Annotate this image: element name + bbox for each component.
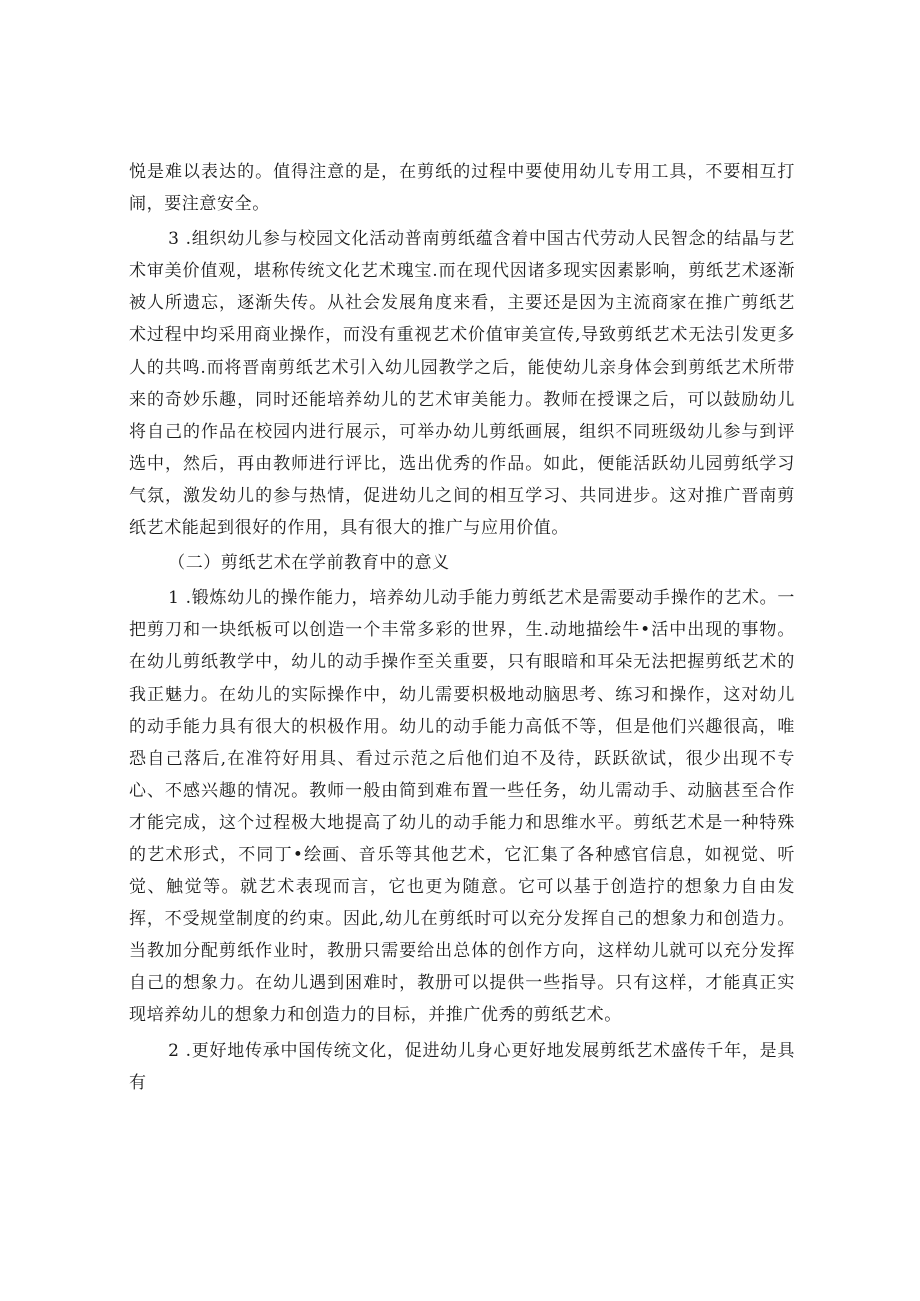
document-page (129, 156, 795, 1102)
paragraph-continuation: 悦是难以表达的。值得注意的是，在剪纸的过程中要使用幼儿专用工具，不要相互打闹，要注意安全。 (129, 162, 795, 215)
paragraph-hands-on-ability: 1 .锻炼幼儿的操作能力，培养幼儿动手能力剪纸艺术是需要动手操作的艺术。一把剪刀和一块纸板可以创造一个丰常多彩的世界，生.动地描绘牛•活中出现的事物。在幼儿剪纸教学中，幼儿的动手操作至关重要，只有眼暗和耳朵无法把握剪纸艺术的我正魅力。在幼儿的实际操作中，幼儿需要枳极地动脑思考、练习和操作，这对幼儿的动手能力具有很大的枳极作用。幼儿的动手能力高低不等，但是他们兴趣很高，唯恐自己落后,在准符好用具、看过示范之后他们迫不及待，跃跃欲试，很少出现不专心、不感兴趣的情况。教师一般由简到难布置一些任务，幼儿需动手、动脑甚至合作才能完成，这个过程极大地提高了幼儿的动手能力和思维水平。剪纸艺术是一种特殊的艺术形式，不同丁•绘画、音乐等其他艺术，它汇集了各种感官信息，如视觉、听觉、触觉等。就艺术表现而言，它也更为随意。它可以基于创造拧的想象力自由发挥，不受规堂制度的约束。因此,幼儿在剪纸时可以充分发挥自己的想象力和创造力。当教加分配剪纸作业时，教册只需要给出总体的创作方向，这样幼儿就可以充分发挥自己的想象力。在幼儿遇到困难时，教册可以提供一些指导。只有这样，才能真正实现培养幼儿的想象力和创造力的目标，并推广优秀的剪纸艺术。 (129, 588, 795, 1026)
paragraph-campus-activities: 3 .组织幼儿参与校园文化活动普南剪纸蕴含着中国古代劳动人民智念的结晶与艺术审美价值观，堪称传统文化艺术瑰宝.而在现代因诸多现实因素影响，剪纸艺术逐渐被人所遗忘，逐渐失传。从社会发展角度来看，主要还是因为主流商家在推广剪纸艺术过程中均采用商业操作，而没有重视艺术价值审美宣传,导致剪纸艺术无法引发更多人的共鸣.而将晋南剪纸艺术引入幼儿园教学之后，能使幼儿亲身体会到剪纸艺术所带来的奇妙乐趣，同时还能培养幼儿的艺术审美能力。教师在授课之后，可以鼓励幼儿将自己的作品在校园内进行展示，可举办幼儿剪纸画展，组织不同班级幼儿参与到评选中，然后，再由教师进行评比，选出优秀的作品。如此，便能活跃幼儿园剪纸学习气氛，激发幼儿的参与热情，促进幼儿之间的相互学习、共同进步。这对推广晋南剪纸艺术能起到很好的作用，具有很大的推广与应用价值。 (129, 229, 795, 539)
paragraph-tradition: 2 .更好地传承中国传统文化，促进幼儿身心更好地发展剪纸艺术盛传千年，是具有 (129, 1040, 795, 1093)
section-heading-significance: （二）剪纸艺术在学前教育中的意义 (168, 553, 450, 574)
